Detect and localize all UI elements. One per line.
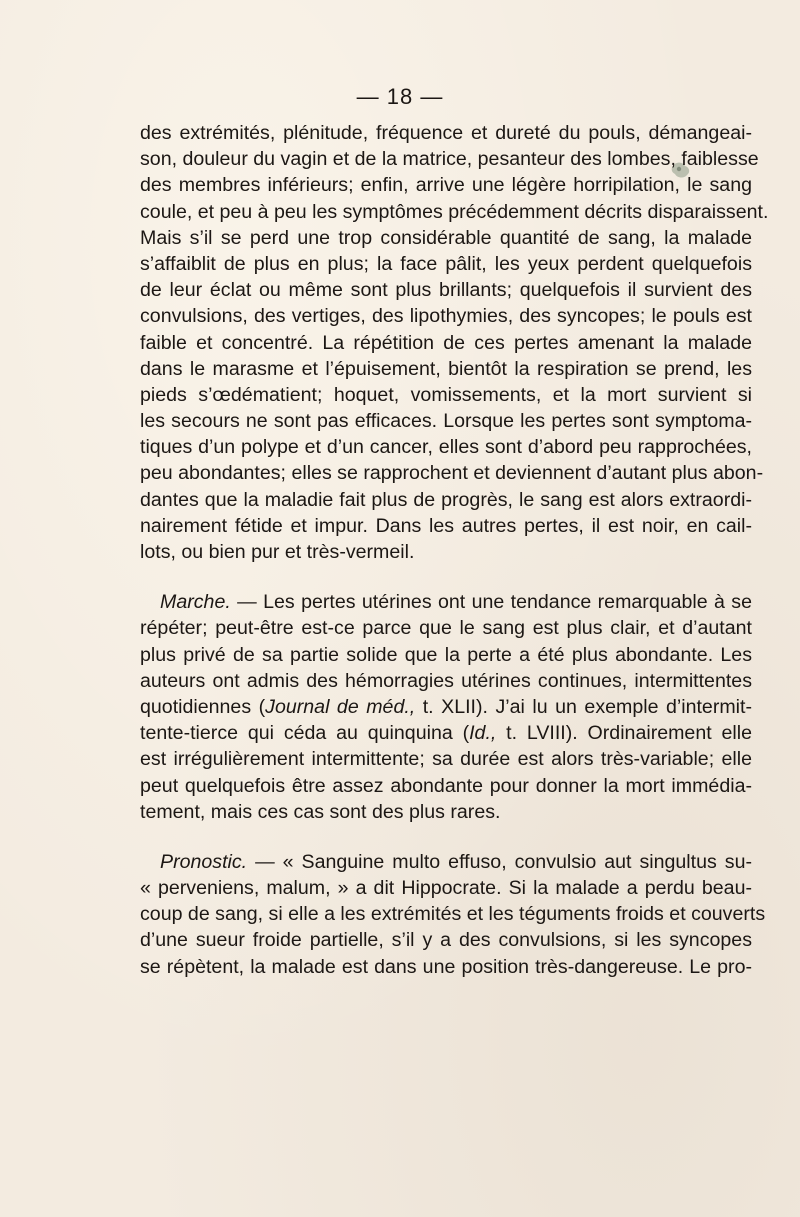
text-run: t. LVIII). Ordinairement elle	[496, 722, 752, 745]
text-line: peu abondantes; elles se rapprochent et deviennent d’autant plus abon-	[140, 462, 764, 485]
text-line: est irrégulièrement intermittente; sa durée est alors très-variable; elle	[140, 748, 752, 771]
text-line: de leur éclat ou même sont plus brillants; quelquefois il survient des	[140, 279, 752, 302]
text-run: t. XLII). J’ai lu un exemple d’intermit-	[415, 695, 752, 718]
text-run: tente-tierce qui céda au quinquina (	[140, 722, 470, 745]
text-line: faible et concentré. La répétition de ces pertes amenant la malade	[140, 331, 752, 354]
body-text	[140, 120, 769, 1004]
text-line: se répètent, la malade est dans une position très-dangereuse. Le pro-	[140, 955, 752, 978]
citation-source: Id.,	[469, 722, 497, 745]
text-line	[140, 849, 752, 875]
text-line: s’affaiblit de plus en plus; la face pâlit, les yeux perdent quelquefois	[140, 252, 752, 275]
text-line: lots, ou bien pur et très-vermeil.	[140, 541, 415, 563]
text-line: auteurs ont admis des hémorragies utérines continues, intermittentes	[140, 669, 752, 692]
text-line: convulsions, des vertiges, des lipothymies, des syncopes; le pouls est	[140, 305, 752, 328]
citation-source: Journal de méd.,	[265, 695, 416, 718]
text-line: Mais s’il se perd une trop considérable quantité de sang, la malade	[140, 226, 752, 249]
paragraph-pronostic	[140, 849, 766, 980]
text-line: dantes que la maladie fait plus de progrès, le sang est alors extraordi-	[140, 488, 752, 511]
text-line: des membres inférieurs; enfin, arrive une légère horripilation, le sang	[140, 174, 752, 197]
section-heading-marche: Marche.	[160, 591, 231, 614]
text-run: quotidiennes (	[140, 695, 266, 718]
text-line: d’une sueur froide partielle, s’il y a des convulsions, si les syncopes	[140, 929, 752, 952]
text-line: pieds s’œdématient; hoquet, vomissements, et la mort survient si	[140, 383, 752, 406]
text-line: dans le marasme et l’épuisement, bientôt la respiration se prend, les	[140, 357, 752, 380]
page-header	[0, 80, 800, 114]
text-line: les secours ne sont pas efficaces. Lorsque les pertes sont symptoma-	[140, 410, 752, 433]
paragraph-marche	[140, 589, 752, 825]
text-line: « perveniens, malum, » a dit Hippocrate. Si la malade a perdu beau-	[140, 877, 752, 900]
text-run: — « Sanguine multo effuso, convulsio aut singultus su-	[247, 850, 752, 873]
text-run: — Les pertes utérines ont une tendance remarquable à se	[230, 591, 752, 614]
section-heading-pronostic: Pronostic.	[160, 850, 248, 873]
text-line	[140, 589, 752, 615]
page-number: — 18 —	[356, 84, 444, 109]
text-line: peut quelquefois être assez abondante pour donner la mort immédia-	[140, 774, 752, 797]
text-line: répéter; peut-être est-ce parce que le sang est plus clair, et d’autant	[140, 617, 752, 640]
text-line: tiques d’un polype et d’un cancer, elles sont d’abord peu rapprochées,	[140, 436, 752, 459]
text-line: coule, et peu à peu les symptômes précédemment décrits disparaissent.	[140, 200, 769, 223]
text-line: son, douleur du vagin et de la matrice, pesanteur des lombes, faiblesse	[140, 148, 759, 171]
text-line: nairement fétide et impur. Dans les autres pertes, il est noir, en cail-	[140, 514, 752, 537]
text-line: des extrémités, plénitude, fréquence et dureté du pouls, démangeai-	[140, 122, 752, 144]
text-line: plus privé de sa partie solide que la perte a été plus abondante. Les	[140, 643, 752, 666]
text-line	[140, 720, 752, 746]
paragraph-symptoms	[140, 120, 769, 565]
text-line: coup de sang, si elle a les extrémités et les téguments froids et couverts	[140, 903, 766, 926]
text-line	[140, 694, 752, 720]
text-line: tement, mais ces cas sont des plus rares.	[140, 800, 501, 823]
